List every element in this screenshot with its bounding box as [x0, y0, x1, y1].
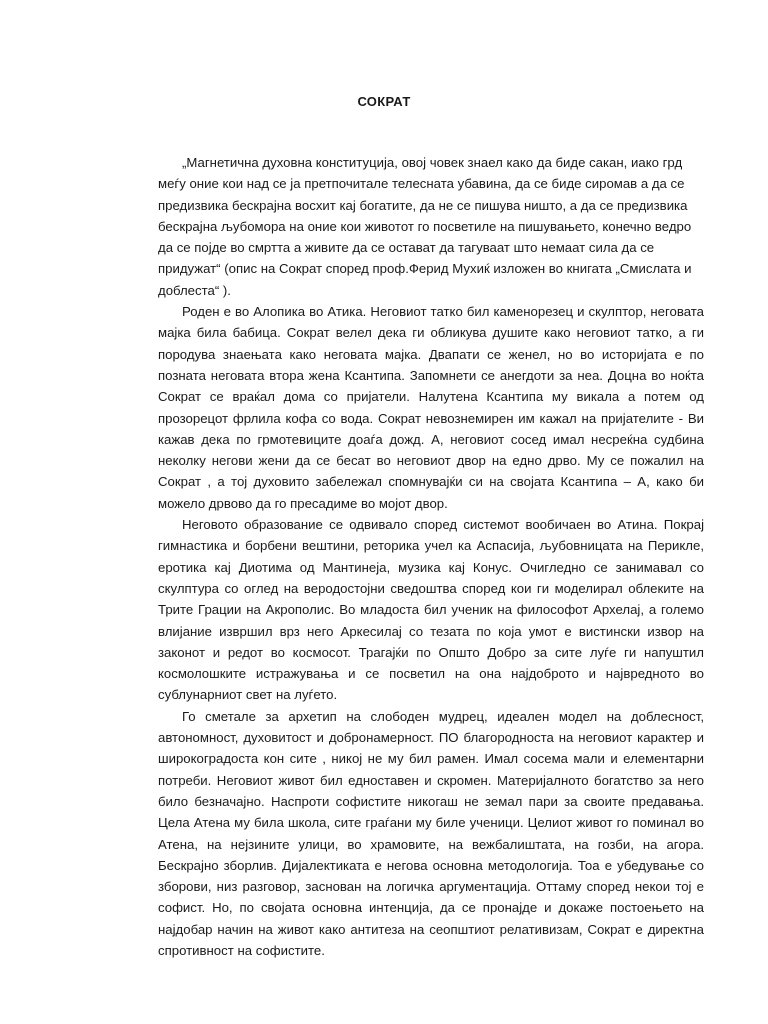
document-body — [158, 152, 704, 961]
paragraph-quote: „Магнетична духовна конституција, овој човек знаел како да биде сакан, иако грд меѓу оние кои над се ја претпочитале телесната убавина, да се биде сиромав а да се предизвика бескрајна восхит кај богатите, да не се пишува ништо, а да се предизвика бескрајна љубомора на оние кои животот го посветиле на пишувањето, конечно ведро да се појде во смртта а живите да се остават да тагуваат што немаат сила да се придужат“ (опис на Сократ според проф.Ферид Мухиќ изложен во книгата „Смислата и доблеста“ ). — [158, 155, 692, 298]
document-title: СОКРАТ — [357, 94, 411, 109]
paragraph-education: Неговото образование се одвивало според системот вообичаен во Атина. Покрај гимнастика и борбени вештини, реторика учел ка Аспасија, љубовницата на Перикле, еротика кај Диотима од Мантинеја, музика кај Конус. Очигледно се занимавал со скулптура со оглед на веродостојни сведоштва според кои ги моделирал облеките на Трите Грации на Акрополис. Во младоста бил ученик на философот Архелај, а големо влијание извршил врз него Аркесилај со тезата по која умот е вистински извор на законот и редот во космосот. Трагајќи по Општо Добро за сите луѓе ги напуштил космолошките истражувања и се посветил на она најдоброто и највредното во сублунарниот свет на луѓето. — [158, 517, 704, 703]
paragraph-birth: Роден е во Алопика во Атика. Неговиот татко бил каменорезец и скулптор, неговата мајка била бабица. Сократ велел дека ги обликува душите како неговиот татко, а ги породува знаењата како неговата мајка. Двапати се женел, но во историјата е по позната неговата втора жена Ксантипа. Запомнети се анегдоти за неа. Доцна во ноќта Сократ се враќал дома со пријатели. Налутена Ксантипа му викала а потем од прозорецот фрлила кофа со вода. Сократ невознемирен им кажал на пријателите - Ви кажав дека по грмотевиците доаѓа дожд. А, неговиот сосед имал несреќна судбина неколку негови жени да се бесат во неговиот двор на едно дрво. Му се пожалил на Сократ , а тој духовито забележал спомнувајќи си на својата Ксантипа – А, како би можело дрвово да го пресадиме во мојот двор. — [158, 304, 704, 511]
paragraph-character: Го сметале за архетип на слободен мудрец, идеален модел на доблесност, автономност, духовитост и добронамерност. ПО благородноста на неговиот карактер и широкоградоста кон сите , никој не му бил рамен. Имал сосема мали и елементарни потреби. Неговиот живот бил едноставен и скромен. Материјалното богатство за него било безначајно. Наспроти софистите никогаш не земал пари за своите предавања. Цела Атена му била школа, сите граѓани му биле ученици. Целиот живот го поминал во Атена, на нејзините улици, во храмовите, на вежбалиштата, на гозби, на агора. Бескрајно зборлив. Дијалектиката е негова основна методологија. Тоа е убедување со зборови, низ разговор, заснован на логичка аргументација. Оттаму според некои тој е софист. Но, по својата основна интенција, да се пронајде и докаже постоењето на најдобар начин на живот како антитеза на сеопштиот релативизам, Сократ е директна спротивност на софистите. — [158, 708, 704, 958]
